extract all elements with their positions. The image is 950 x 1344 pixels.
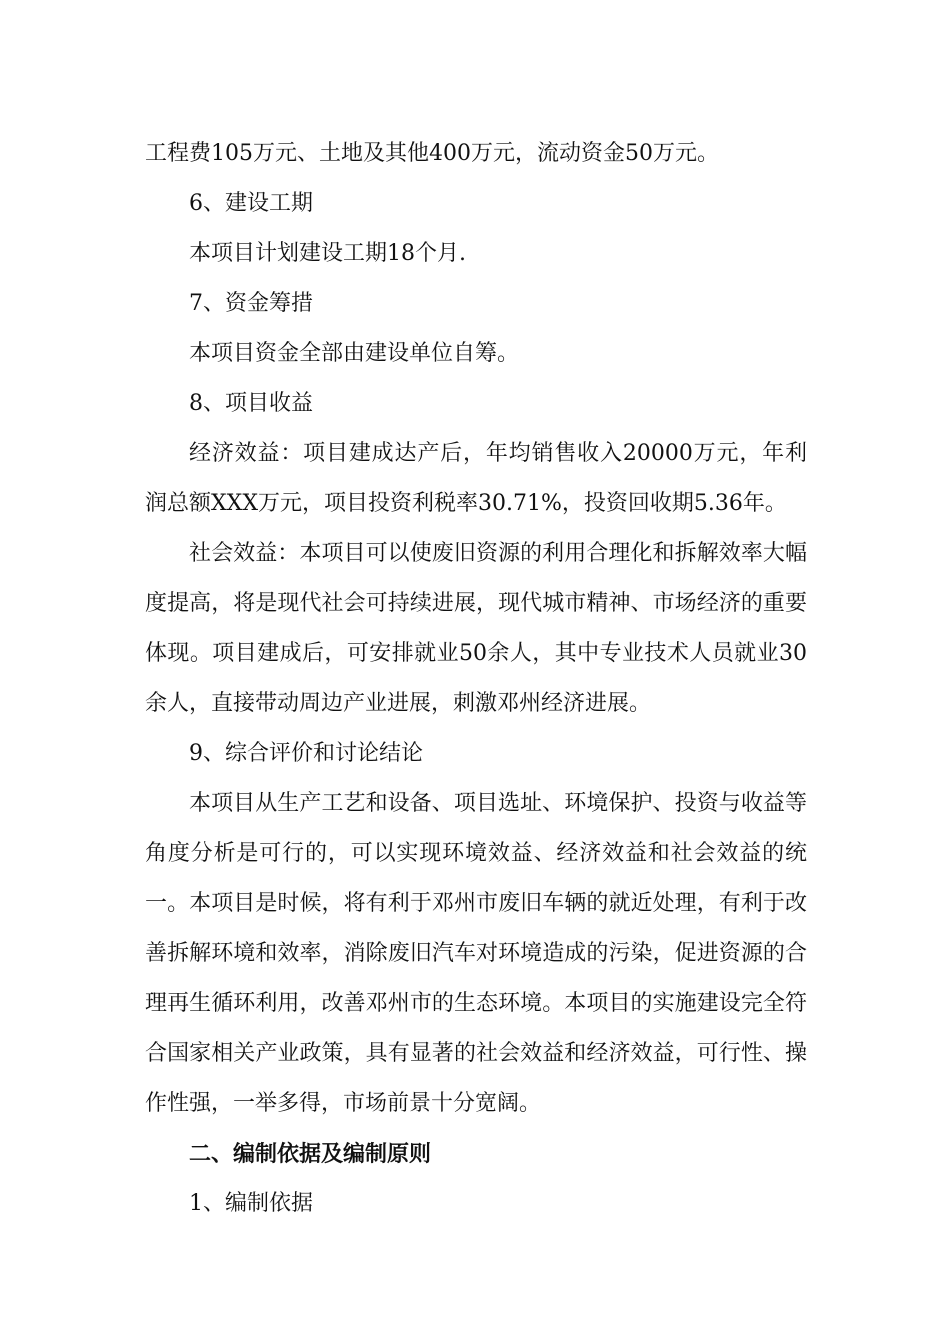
paragraph-cost-continued: 工程费105万元、土地及其他400万元，流动资金50万元。 [145, 141, 719, 166]
paragraph-evaluation-conclusion: 本项目从生产工艺和设备、项目选址、环境保护、投资与收益等角度分析是可行的，可以实现环境效益、经济效益和社会效益的统一。本项目是时候，将有利于邓州市废旧车辆的就近处理，有利于改善拆解环境和效率，消除废旧汽车对环境造成的污染，促进资源的合理再生循环利用，改善邓州市的生态环境。本项目的实施建设完全符合国家相关产业政策，具有显著的社会效益和经济效益，可行性、操作性强，一举多得，市场前景十分宽阔。 [145, 791, 807, 1116]
section-heading-evaluation-conclusion: 9、综合评价和讨论结论 [189, 741, 423, 766]
chapter-heading-compilation-basis-principles: 二、编制依据及编制原则 [189, 1141, 432, 1167]
paragraph-fundraising: 本项目资金全部由建设单位自筹。 [189, 341, 520, 366]
paragraph-social-benefits: 社会效益：本项目可以使废旧资源的利用合理化和拆解效率大幅度提高，将是现代社会可持续进展，现代城市精神、市场经济的重要体现。项目建成后，可安排就业50余人，其中专业技术人员就业30余人，直接带动周边产业进展，刺激邓州经济进展。 [145, 541, 807, 716]
paragraph-economic-benefits: 经济效益：项目建成达产后，年均销售收入20000万元，年利润总额XXX万元，项目投资利税率30.71%，投资回收期5.36年。 [145, 441, 807, 516]
document-body [145, 129, 807, 1229]
section-heading-construction-period: 6、建设工期 [189, 191, 313, 216]
section-heading-fundraising: 7、资金筹措 [189, 291, 313, 316]
paragraph-construction-period: 本项目计划建设工期18个月. [189, 241, 466, 266]
section-heading-project-benefits: 8、项目收益 [189, 391, 313, 416]
section-heading-compilation-basis: 1、编制依据 [189, 1191, 313, 1216]
